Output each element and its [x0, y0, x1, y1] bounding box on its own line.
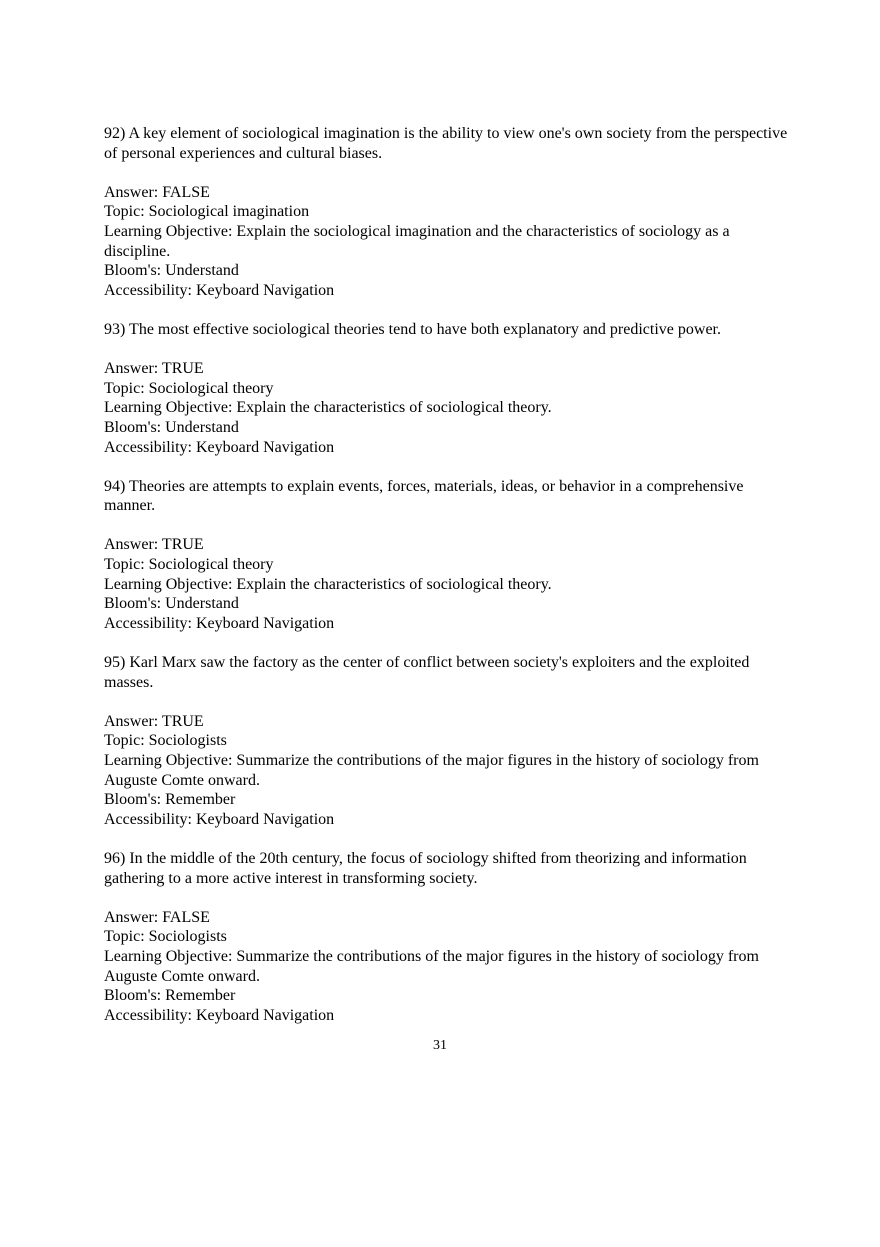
- accessibility-line: Accessibility: Keyboard Navigation: [104, 281, 335, 299]
- answer-line: Answer: TRUE: [104, 712, 204, 730]
- question-text: 94) Theories are attempts to explain events, forces, materials, ideas, or behavior in a comprehensive manner.: [104, 477, 744, 515]
- accessibility-line: Accessibility: Keyboard Navigation: [104, 810, 335, 828]
- question-96: [104, 849, 794, 1025]
- question-93: [104, 320, 794, 457]
- question-95: [104, 653, 794, 829]
- blooms-line: Bloom's: Understand: [104, 595, 239, 613]
- answer-line: Answer: TRUE: [104, 536, 204, 554]
- question-text: 96) In the middle of the 20th century, the focus of sociology shifted from theorizing and information gathering to a more active interest in transforming society.: [104, 849, 747, 887]
- answer-line: Answer: FALSE: [104, 183, 210, 201]
- topic-line: Topic: Sociologists: [104, 732, 227, 750]
- blooms-line: Bloom's: Remember: [104, 987, 236, 1005]
- blooms-line: Bloom's: Understand: [104, 418, 239, 436]
- learning-objective-line: Learning Objective: Summarize the contributions of the major figures in the history of sociology from Auguste Comte onward.: [104, 752, 759, 789]
- answer-line: Answer: FALSE: [104, 908, 210, 926]
- topic-line: Topic: Sociologists: [104, 928, 227, 946]
- question-94: [104, 477, 794, 634]
- accessibility-line: Accessibility: Keyboard Navigation: [104, 1006, 335, 1024]
- question-text: 95) Karl Marx saw the factory as the center of conflict between society's exploiters and the exploited masses.: [104, 654, 750, 691]
- learning-objective-line: Learning Objective: Explain the sociological imagination and the characteristics of sociology as a discipline.: [104, 222, 730, 260]
- learning-objective-line: Learning Objective: Explain the characteristics of sociological theory.: [104, 399, 552, 417]
- topic-line: Topic: Sociological imagination: [104, 203, 310, 221]
- topic-line: Topic: Sociological theory: [104, 556, 274, 574]
- page-content: [104, 124, 794, 1045]
- question-text: 92) A key element of sociological imagination is the ability to view one's own society from the perspective of personal experiences and cultural biases.: [104, 125, 788, 162]
- question-text: 93) The most effective sociological theories tend to have both explanatory and predictive power.: [104, 320, 721, 338]
- accessibility-line: Accessibility: Keyboard Navigation: [104, 438, 335, 456]
- learning-objective-line: Learning Objective: Explain the characteristics of sociological theory.: [104, 575, 552, 593]
- question-92: [104, 124, 794, 300]
- answer-line: Answer: TRUE: [104, 360, 204, 378]
- blooms-line: Bloom's: Understand: [104, 262, 239, 280]
- topic-line: Topic: Sociological theory: [104, 379, 274, 397]
- blooms-line: Bloom's: Remember: [104, 791, 236, 809]
- page-number: 31: [433, 1038, 447, 1053]
- accessibility-line: Accessibility: Keyboard Navigation: [104, 614, 335, 632]
- learning-objective-line: Learning Objective: Summarize the contributions of the major figures in the history of sociology from Auguste Comte onward.: [104, 947, 759, 985]
